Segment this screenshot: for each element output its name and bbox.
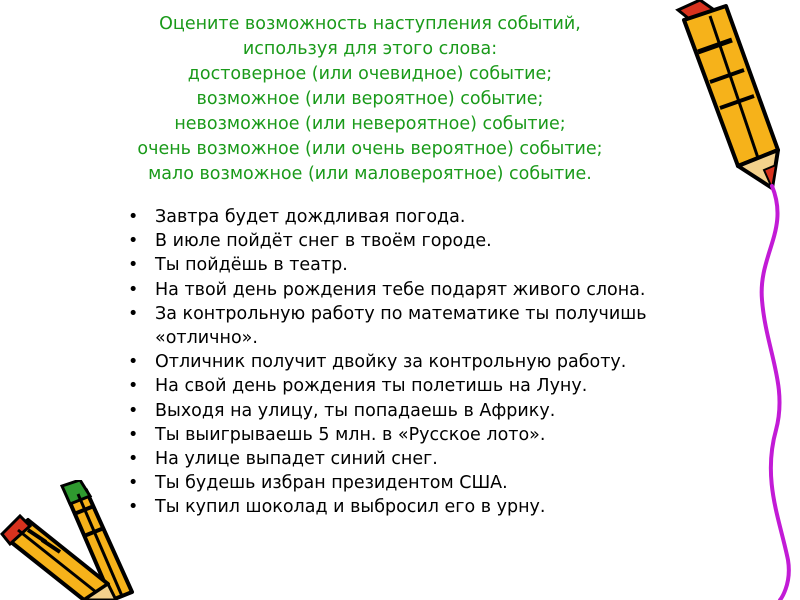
list-item-text: В июле пойдёт снег в твоём городе. xyxy=(155,231,492,252)
pencil-icon xyxy=(678,0,778,188)
header-line: очень возможное (или очень вероятное) событие; xyxy=(137,139,603,159)
list-item-text: Ты купил шоколад и выбросил его в урну. xyxy=(155,497,546,518)
list-item xyxy=(128,278,728,302)
header-line: используя для этого слова: xyxy=(242,39,498,59)
header-line: Оцените возможность наступления событий, xyxy=(159,14,581,34)
list-item-text: Выходя на улицу, ты попадаешь в Африку. xyxy=(155,400,556,421)
bullet-icon: • xyxy=(128,303,139,324)
list-item xyxy=(128,423,728,447)
bullet-icon: • xyxy=(128,473,139,494)
list-item xyxy=(128,229,728,253)
list-item-text: На улице выпадет синий снег. xyxy=(155,449,438,470)
list-item xyxy=(128,495,728,519)
bullet-icon: • xyxy=(128,255,139,276)
slide-header xyxy=(90,12,650,187)
header-line: возможное (или вероятное) событие; xyxy=(196,89,544,109)
pencil-right-decoration xyxy=(640,0,800,600)
pencil-left-decoration xyxy=(0,480,165,600)
bullet-icon: • xyxy=(128,279,139,300)
bullet-icon: • xyxy=(128,400,139,421)
bullet-icon: • xyxy=(128,376,139,397)
list-item-text: На твой день рождения тебе подарят живого слона. xyxy=(155,279,646,300)
list-item-text: Отличник получит двойку за контрольную работу. xyxy=(155,352,627,373)
header-line: достоверное (или очевидное) событие; xyxy=(187,64,553,84)
list-item-text: Ты пойдёшь в театр. xyxy=(155,255,348,276)
list-item xyxy=(128,205,728,229)
bullet-icon: • xyxy=(128,352,139,373)
list-item-text-continuation: «отлично». xyxy=(155,328,258,349)
list-item-text: На свой день рождения ты полетишь на Луну. xyxy=(155,376,588,397)
list-item xyxy=(128,471,728,495)
list-item xyxy=(128,253,728,277)
list-item-text: За контрольную работу по математике ты получишь xyxy=(155,303,647,324)
bullet-icon: • xyxy=(128,424,139,445)
header-line: невозможное (или невероятное) событие; xyxy=(174,114,566,134)
list-item xyxy=(128,350,728,374)
bullet-icon: • xyxy=(128,497,139,518)
list-item xyxy=(128,447,728,471)
list-item-text: Ты выигрываешь 5 млн. в «Русское лото». xyxy=(155,424,546,445)
list-item-text: Завтра будет дождливая погода. xyxy=(155,207,466,227)
list-item xyxy=(128,302,728,350)
bullet-icon: • xyxy=(128,207,139,227)
list-item-text: Ты будешь избран президентом США. xyxy=(155,473,508,494)
header-line: мало возможное (или маловероятное) событие. xyxy=(148,164,592,184)
list-item xyxy=(128,399,728,423)
events-list xyxy=(128,205,728,520)
bullet-icon: • xyxy=(128,449,139,470)
swirl-line-icon xyxy=(762,186,789,600)
list-item xyxy=(128,374,728,398)
bullet-icon: • xyxy=(128,231,139,252)
